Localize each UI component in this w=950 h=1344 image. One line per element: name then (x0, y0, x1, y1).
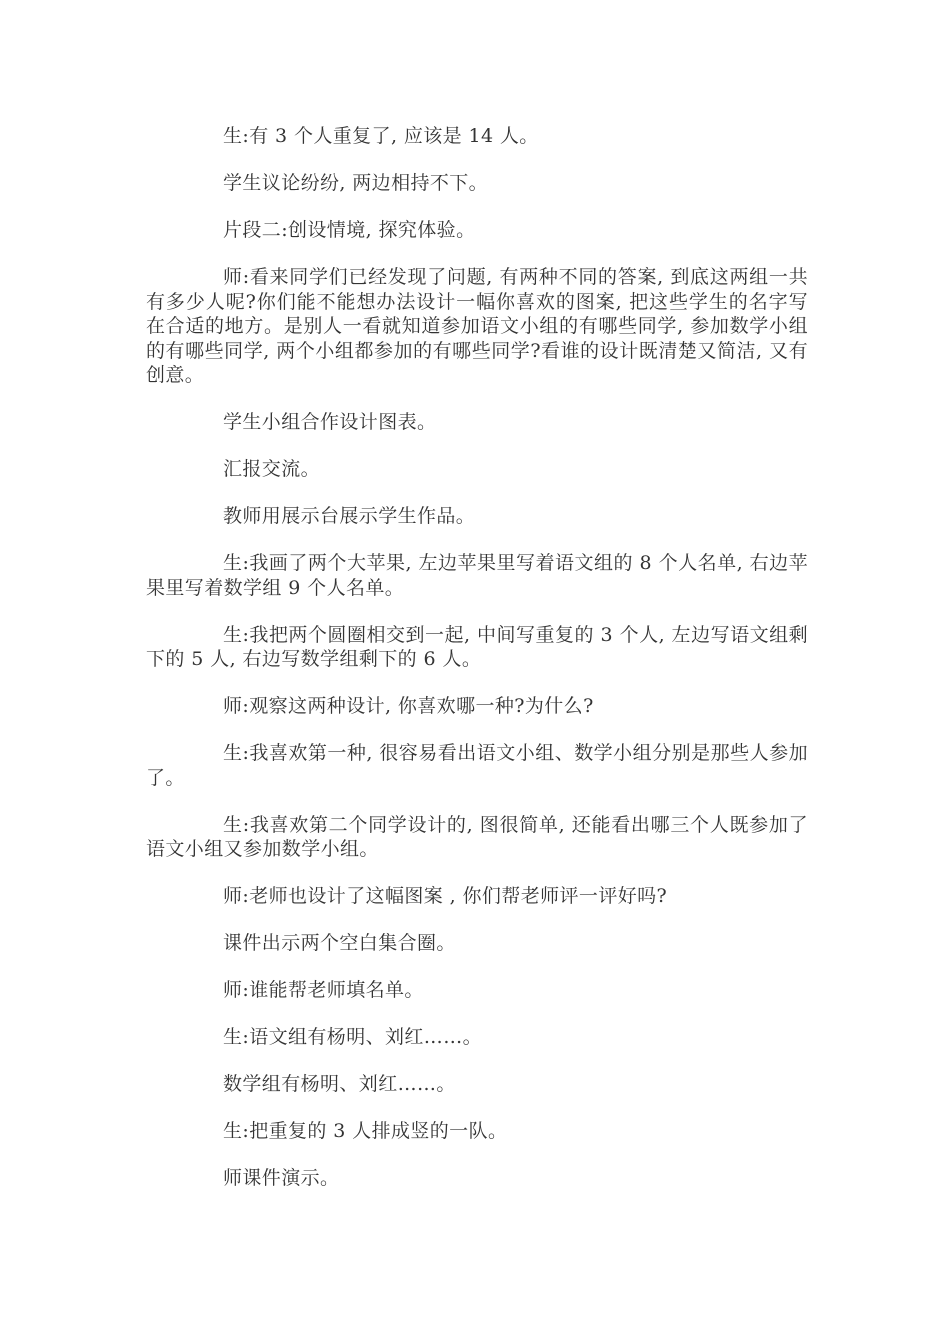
paragraph-14: 课件出示两个空白集合圈。 (223, 932, 456, 954)
paragraph-10: 师:观察这两种设计, 你喜欢哪一种?为什么? (223, 695, 594, 717)
paragraph-18: 生:把重复的 3 人排成竖的一队。 (223, 1120, 508, 1142)
paragraph-15: 师:谁能帮老师填名单。 (223, 979, 424, 1001)
paragraph-1: 生:有 3 个人重复了, 应该是 14 人。 (223, 125, 539, 147)
paragraph-11: 生:我喜欢第一种, 很容易看出语文小组、数学小组分别是那些人参加了。 (146, 742, 808, 789)
paragraph-6: 汇报交流。 (223, 458, 321, 480)
paragraph-3: 片段二:创设情境, 探究体验。 (223, 219, 476, 241)
paragraph-12: 生:我喜欢第二个同学设计的, 图很简单, 还能看出哪三个人既参加了语文小组又参加数学小组。 (146, 813, 808, 860)
document-body (146, 124, 808, 1213)
paragraph-19: 师课件演示。 (223, 1167, 340, 1189)
paragraph-17: 数学组有杨明、刘红……。 (223, 1073, 456, 1095)
paragraph-9: 生:我把两个圆圈相交到一起, 中间写重复的 3 个人, 左边写语文组剩下的 5 人, 右边写数学组剩下的 6 人。 (146, 623, 808, 670)
paragraph-13: 师:老师也设计了这幅图案 , 你们帮老师评一评好吗? (223, 885, 668, 907)
paragraph-4: 师:看来同学们已经发现了问题, 有两种不同的答案, 到底这两组一共有多少人呢?你们能不能想办法设计一幅你喜欢的图案, 把这些学生的名字写在合适的地方。是别人一看就知道参加语文小组的有哪些同学, 参加数学小组的有哪些同学, 两个小组都参加的有哪些同学?看谁的设计既清楚又简洁, 又有创意。 (146, 266, 808, 386)
paragraph-7: 教师用展示台展示学生作品。 (223, 505, 476, 527)
paragraph-16: 生:语文组有杨明、刘红……。 (223, 1026, 483, 1048)
paragraph-8: 生:我画了两个大苹果, 左边苹果里写着语文组的 8 个人名单, 右边苹果里写着数学组 9 个人名单。 (146, 552, 808, 599)
paragraph-5: 学生小组合作设计图表。 (223, 411, 437, 433)
paragraph-2: 学生议论纷纷, 两边相持不下。 (223, 172, 489, 194)
